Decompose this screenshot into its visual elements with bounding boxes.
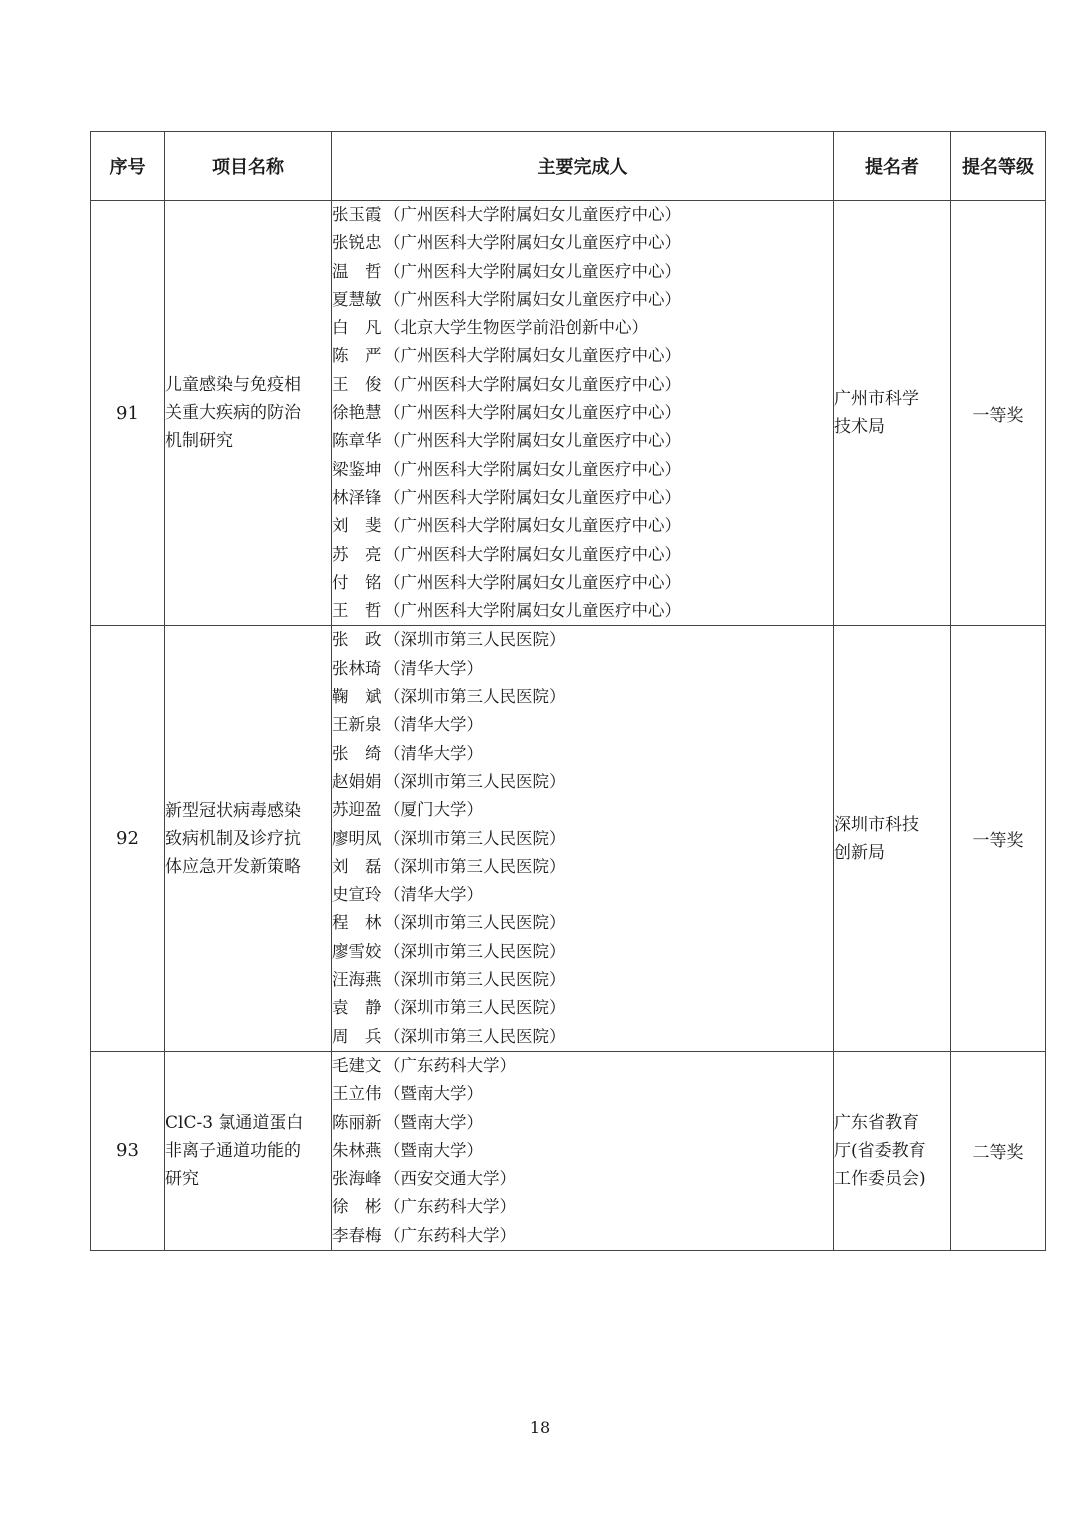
nominator-line: 技术局 bbox=[834, 417, 885, 438]
person-name: 陈 严 bbox=[332, 346, 382, 366]
person-name: 王 俊 bbox=[332, 374, 382, 394]
nominator-line: 工作委员会) bbox=[834, 1168, 926, 1189]
person-name: 温 哲 bbox=[332, 261, 382, 281]
person-org: （广州医科大学附属妇女儿童医疗中心） bbox=[384, 403, 681, 423]
person-entry bbox=[332, 456, 833, 484]
person-entry bbox=[332, 966, 833, 994]
person-name: 廖明凤 bbox=[332, 828, 382, 848]
person-entry bbox=[332, 1193, 833, 1221]
person-entry bbox=[332, 881, 833, 909]
project-name-line: 研究 bbox=[165, 1168, 199, 1189]
person-org: （广东药科大学） bbox=[384, 1197, 516, 1217]
person-name: 张 绮 bbox=[332, 743, 382, 763]
nominator-line: 广州市科学 bbox=[834, 389, 919, 410]
header-seq: 序号 bbox=[91, 132, 165, 201]
person-org: （广州医科大学附属妇女儿童医疗中心） bbox=[384, 205, 681, 224]
person-name: 赵娟娟 bbox=[332, 771, 382, 791]
person-entry bbox=[332, 1222, 833, 1250]
person-entry bbox=[332, 1137, 833, 1165]
person-name: 夏慧敏 bbox=[332, 289, 382, 309]
row-seq: 91 bbox=[91, 201, 165, 626]
person-entry bbox=[332, 683, 833, 711]
person-name: 毛建文 bbox=[332, 1055, 382, 1075]
person-entry bbox=[332, 286, 833, 314]
person-org: （广州医科大学附属妇女儿童医疗中心） bbox=[384, 261, 681, 281]
person-entry bbox=[332, 768, 833, 796]
person-org: （广州医科大学附属妇女儿童医疗中心） bbox=[384, 487, 681, 507]
person-entry bbox=[332, 1165, 833, 1193]
person-name: 李春梅 bbox=[332, 1225, 382, 1245]
person-entry bbox=[332, 569, 833, 597]
person-entry bbox=[332, 1080, 833, 1108]
person-org: （广州医科大学附属妇女儿童医疗中心） bbox=[384, 544, 681, 564]
person-entry bbox=[332, 342, 833, 370]
project-name-line: 体应急开发新策略 bbox=[165, 856, 301, 877]
person-entry bbox=[332, 853, 833, 881]
person-name: 周 兵 bbox=[332, 1026, 382, 1046]
person-entry bbox=[332, 399, 833, 427]
person-org: （广州医科大学附属妇女儿童医疗中心） bbox=[384, 516, 681, 536]
person-name: 苏 亮 bbox=[332, 544, 382, 564]
row-level: 二等奖 bbox=[951, 1051, 1046, 1250]
page-number: 18 bbox=[529, 1418, 551, 1437]
person-org: （深圳市第三人民医院） bbox=[384, 1026, 566, 1046]
person-name: 林泽锋 bbox=[332, 487, 382, 507]
project-name-line: 致病机制及诊疗抗 bbox=[165, 828, 301, 849]
person-entry bbox=[332, 994, 833, 1022]
person-entry bbox=[332, 512, 833, 540]
person-org: （广东药科大学） bbox=[384, 1055, 516, 1075]
person-name: 徐艳慧 bbox=[332, 403, 382, 423]
person-org: （广州医科大学附属妇女儿童医疗中心） bbox=[384, 431, 681, 451]
person-name: 陈丽新 bbox=[332, 1112, 382, 1132]
row-people bbox=[332, 1051, 834, 1250]
person-name: 徐 彬 bbox=[332, 1197, 382, 1217]
row-seq: 92 bbox=[91, 626, 165, 1051]
row-project bbox=[165, 626, 332, 1051]
person-entry bbox=[332, 1052, 833, 1080]
nominator-line: 厅(省委教育 bbox=[834, 1140, 926, 1161]
row-nominator bbox=[834, 626, 951, 1051]
person-entry bbox=[332, 484, 833, 512]
person-org: （深圳市第三人民医院） bbox=[384, 856, 566, 876]
row-nominator bbox=[834, 201, 951, 626]
person-org: （深圳市第三人民医院） bbox=[384, 771, 566, 791]
header-level: 提名等级 bbox=[951, 132, 1046, 201]
person-org: （清华大学） bbox=[384, 658, 483, 678]
nominator-line: 创新局 bbox=[834, 842, 885, 863]
row-level: 一等奖 bbox=[951, 626, 1046, 1051]
person-name: 刘 磊 bbox=[332, 856, 382, 876]
person-org: （广州医科大学附属妇女儿童医疗中心） bbox=[384, 459, 681, 479]
person-org: （暨南大学） bbox=[384, 1140, 483, 1160]
person-org: （深圳市第三人民医院） bbox=[384, 630, 566, 650]
table-row bbox=[91, 626, 1046, 1051]
person-org: （深圳市第三人民医院） bbox=[384, 998, 566, 1018]
nominator-line: 广东省教育 bbox=[834, 1112, 919, 1133]
table-row bbox=[91, 201, 1046, 626]
person-name: 苏迎盈 bbox=[332, 800, 382, 820]
person-name: 汪海燕 bbox=[332, 970, 382, 990]
person-entry bbox=[332, 258, 833, 286]
person-org: （广州医科大学附属妇女儿童医疗中心） bbox=[384, 289, 681, 309]
person-org: （广州医科大学附属妇女儿童医疗中心） bbox=[384, 346, 681, 366]
person-org: （广州医科大学附属妇女儿童医疗中心） bbox=[384, 572, 681, 592]
person-entry bbox=[332, 796, 833, 824]
person-name: 白 凡 bbox=[332, 318, 382, 338]
person-name: 朱林燕 bbox=[332, 1140, 382, 1160]
row-level: 一等奖 bbox=[951, 201, 1046, 626]
person-name: 张林琦 bbox=[332, 658, 382, 678]
person-org: （深圳市第三人民医院） bbox=[384, 941, 566, 961]
header-row bbox=[91, 132, 1046, 201]
person-entry bbox=[332, 427, 833, 455]
person-org: （广州医科大学附属妇女儿童医疗中心） bbox=[384, 233, 681, 253]
person-name: 张 政 bbox=[332, 630, 382, 650]
person-entry bbox=[332, 314, 833, 342]
person-name: 王 哲 bbox=[332, 601, 382, 621]
person-entry bbox=[332, 909, 833, 937]
row-seq: 93 bbox=[91, 1051, 165, 1250]
person-org: （清华大学） bbox=[384, 885, 483, 905]
nominator-line: 深圳市科技 bbox=[834, 814, 919, 835]
person-name: 张海峰 bbox=[332, 1169, 382, 1189]
row-people bbox=[332, 626, 834, 1051]
person-name: 张锐忠 bbox=[332, 233, 382, 253]
header-project: 项目名称 bbox=[165, 132, 332, 201]
person-org: （厦门大学） bbox=[384, 800, 483, 820]
person-name: 王立伟 bbox=[332, 1084, 382, 1104]
person-name: 王新泉 bbox=[332, 715, 382, 735]
person-entry bbox=[332, 626, 833, 654]
person-entry bbox=[332, 740, 833, 768]
person-entry bbox=[332, 229, 833, 257]
person-entry bbox=[332, 825, 833, 853]
award-table bbox=[90, 131, 1046, 1251]
person-org: （暨南大学） bbox=[384, 1084, 483, 1104]
person-org: （深圳市第三人民医院） bbox=[384, 828, 566, 848]
person-name: 陈章华 bbox=[332, 431, 382, 451]
person-name: 程 林 bbox=[332, 913, 382, 933]
project-name-line: 机制研究 bbox=[165, 431, 233, 452]
row-nominator bbox=[834, 1051, 951, 1250]
person-org: （广州医科大学附属妇女儿童医疗中心） bbox=[384, 601, 681, 621]
person-org: （广东药科大学） bbox=[384, 1225, 516, 1245]
person-name: 付 铭 bbox=[332, 572, 382, 592]
table-row bbox=[91, 1051, 1046, 1250]
person-name: 史宣玲 bbox=[332, 885, 382, 905]
person-entry bbox=[332, 201, 833, 229]
person-entry bbox=[332, 597, 833, 625]
header-people: 主要完成人 bbox=[332, 132, 834, 201]
project-name-line: 关重大疾病的防治 bbox=[165, 403, 301, 424]
row-project bbox=[165, 201, 332, 626]
person-name: 廖雪姣 bbox=[332, 941, 382, 961]
project-name-line: ClC-3 氯通道蛋白 bbox=[165, 1112, 304, 1133]
person-entry bbox=[332, 541, 833, 569]
project-name-line: 非离子通道功能的 bbox=[165, 1140, 301, 1161]
person-org: （西安交通大学） bbox=[384, 1169, 516, 1189]
person-name: 张玉霞 bbox=[332, 205, 382, 224]
person-entry bbox=[332, 655, 833, 683]
person-entry bbox=[332, 1109, 833, 1137]
person-name: 梁鉴坤 bbox=[332, 459, 382, 479]
person-org: （深圳市第三人民医院） bbox=[384, 913, 566, 933]
project-name-line: 新型冠状病毒感染 bbox=[165, 800, 301, 821]
person-org: （深圳市第三人民医院） bbox=[384, 687, 566, 707]
person-name: 袁 静 bbox=[332, 998, 382, 1018]
row-project bbox=[165, 1051, 332, 1250]
table-body bbox=[91, 201, 1046, 1251]
person-entry bbox=[332, 938, 833, 966]
person-entry bbox=[332, 1023, 833, 1051]
person-org: （清华大学） bbox=[384, 743, 483, 763]
person-org: （广州医科大学附属妇女儿童医疗中心） bbox=[384, 374, 681, 394]
person-entry bbox=[332, 711, 833, 739]
person-entry bbox=[332, 371, 833, 399]
person-org: （暨南大学） bbox=[384, 1112, 483, 1132]
person-org: （深圳市第三人民医院） bbox=[384, 970, 566, 990]
person-name: 鞠 斌 bbox=[332, 687, 382, 707]
row-people bbox=[332, 201, 834, 626]
project-name-line: 儿童感染与免疫相 bbox=[165, 375, 301, 396]
person-name: 刘 斐 bbox=[332, 516, 382, 536]
person-org: （清华大学） bbox=[384, 715, 483, 735]
person-org: （北京大学生物医学前沿创新中心） bbox=[384, 318, 648, 338]
header-nominator: 提名者 bbox=[834, 132, 951, 201]
